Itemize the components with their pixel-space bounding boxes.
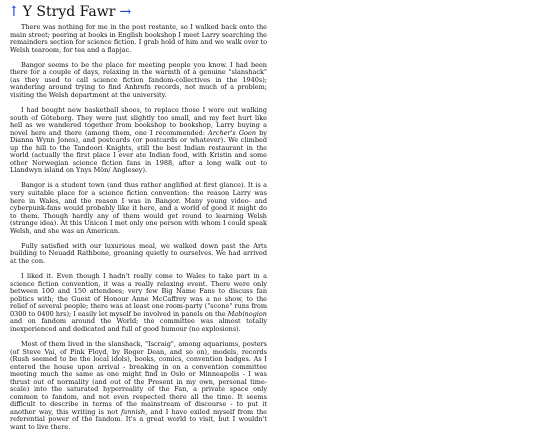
paragraph-1: There was nothing for me in the post restante, so I walked back onto the main street; peering at books in English bookshop I meet Larry searching the remainders section for science fiction. I grab hold of him and we walk over to Welsh tearoom, for tea and a flapjac. (10, 23, 267, 54)
paragraph-2: Bangor seems to be the place for meeting people you know. I had been there for a couple of days, relaxing in the warmth of a genuine "slanshack" (as they used to call science fiction fandom-collectives in the 1940s); wandering around trying to find Anhrefn records, not much of a problem; visiting the Welsh department at the university. (10, 60, 267, 99)
paragraph-3 (10, 107, 267, 175)
emphasis-fannish: fannish (120, 407, 146, 416)
article-body (10, 24, 267, 439)
paragraph-7-text-a: Most of them lived in the slanshack, "Iscraig", among aquariums, posters (of Steve Vai, of Pink Floyd, by Roger Dean, and so on), models, records (Rush seemed to be the local idols), books, comics, convention badges. As I entered the house upon arrival - breaking in on a convention committee meeting much the same as one might find in Oslo or Minneapolis - I was thrust out of normality (and out of the Present in my own, personal time-scale) into the saturated hyperreality of the Fan, a private space only common to fandom, and not even respected there all the time. It seems difficult to describe in terms of the mainstream of discourse - to put it another way, this writing is not (10, 339, 267, 416)
paragraph-7-text-b: , and I have exiled myself from the referential power of the fandom. It's a great world to visit, but I wouldn't want to live there. (10, 407, 267, 431)
up-arrow-icon[interactable]: ↑ (8, 4, 20, 20)
page-header (8, 3, 131, 21)
paragraph-3-text-a: I had bought new basketball shoes, to replace those I wore out walking south of Göteborg. They were just slightly too small, and my feet hurt like hell as we wandered together from bookshop to bookshop, Larry buying a novel here and there (among them, one I recommended: (10, 106, 267, 137)
book-title-mabinogion: Mabinogion (227, 309, 267, 318)
paragraph-6 (10, 273, 267, 333)
paragraph-7 (10, 341, 267, 432)
paragraph-5: Fully satisfied with our luxurious meal, we walked down past the Arts building to Neuadd Rathbone, groaning quietly to ourselves. We had arrived at the con. (10, 241, 267, 265)
paragraph-6-text-b: and on fandom around the World; the committee was almost totally inexperienced and dedicated and full of good humour (no explosions). (10, 317, 267, 333)
paragraph-3-text-b: by Dianna Wynn Jones), and postcards (or postcards or whatever). We climbed up the hill to the Tandoori Knights, still the best Indian restaurant in the world (actually the first place I ever ate Indian food, with Kristin and some other Norwegian science fiction fans in 1988, after a long walk out to Llandwyn island on Ynys Môn/ Anglesey). (10, 128, 267, 175)
paragraph-4: Bangor is a student town (and thus rather anglified at first glance). It is a very suitable place for a science fiction convention: the reason Larry was here in Wales, and the reason I was in Bangor. Many young video- and cyberpunk-fans would probably like it here, and a world of good it might do to them. Though hardly any of them would get round to learning Welsh (strange idea). At this Unicon I met only one person with whom I could speak Welsh, and she was an American. (10, 181, 267, 235)
book-title-archers-goon: Archer's Goon (208, 128, 257, 137)
next-arrow-icon[interactable]: → (119, 4, 132, 20)
paragraph-6-text-a: I liked it. Even though I hadn't really come to Wales to take part in a science fiction convention, it was a really relaxing event. There were only between 100 and 150 attendees; very few Big Name Fans to discuss fan politics with; the Guest of Honour Anne McCaffrey was a no show, to the relief of several people; there was at least one room-party ("scone" runs from 0300 to 0400 hrs); I easily let myself be involved in panels on the (10, 272, 267, 318)
page-title: Y Stryd Fawr (22, 4, 116, 20)
